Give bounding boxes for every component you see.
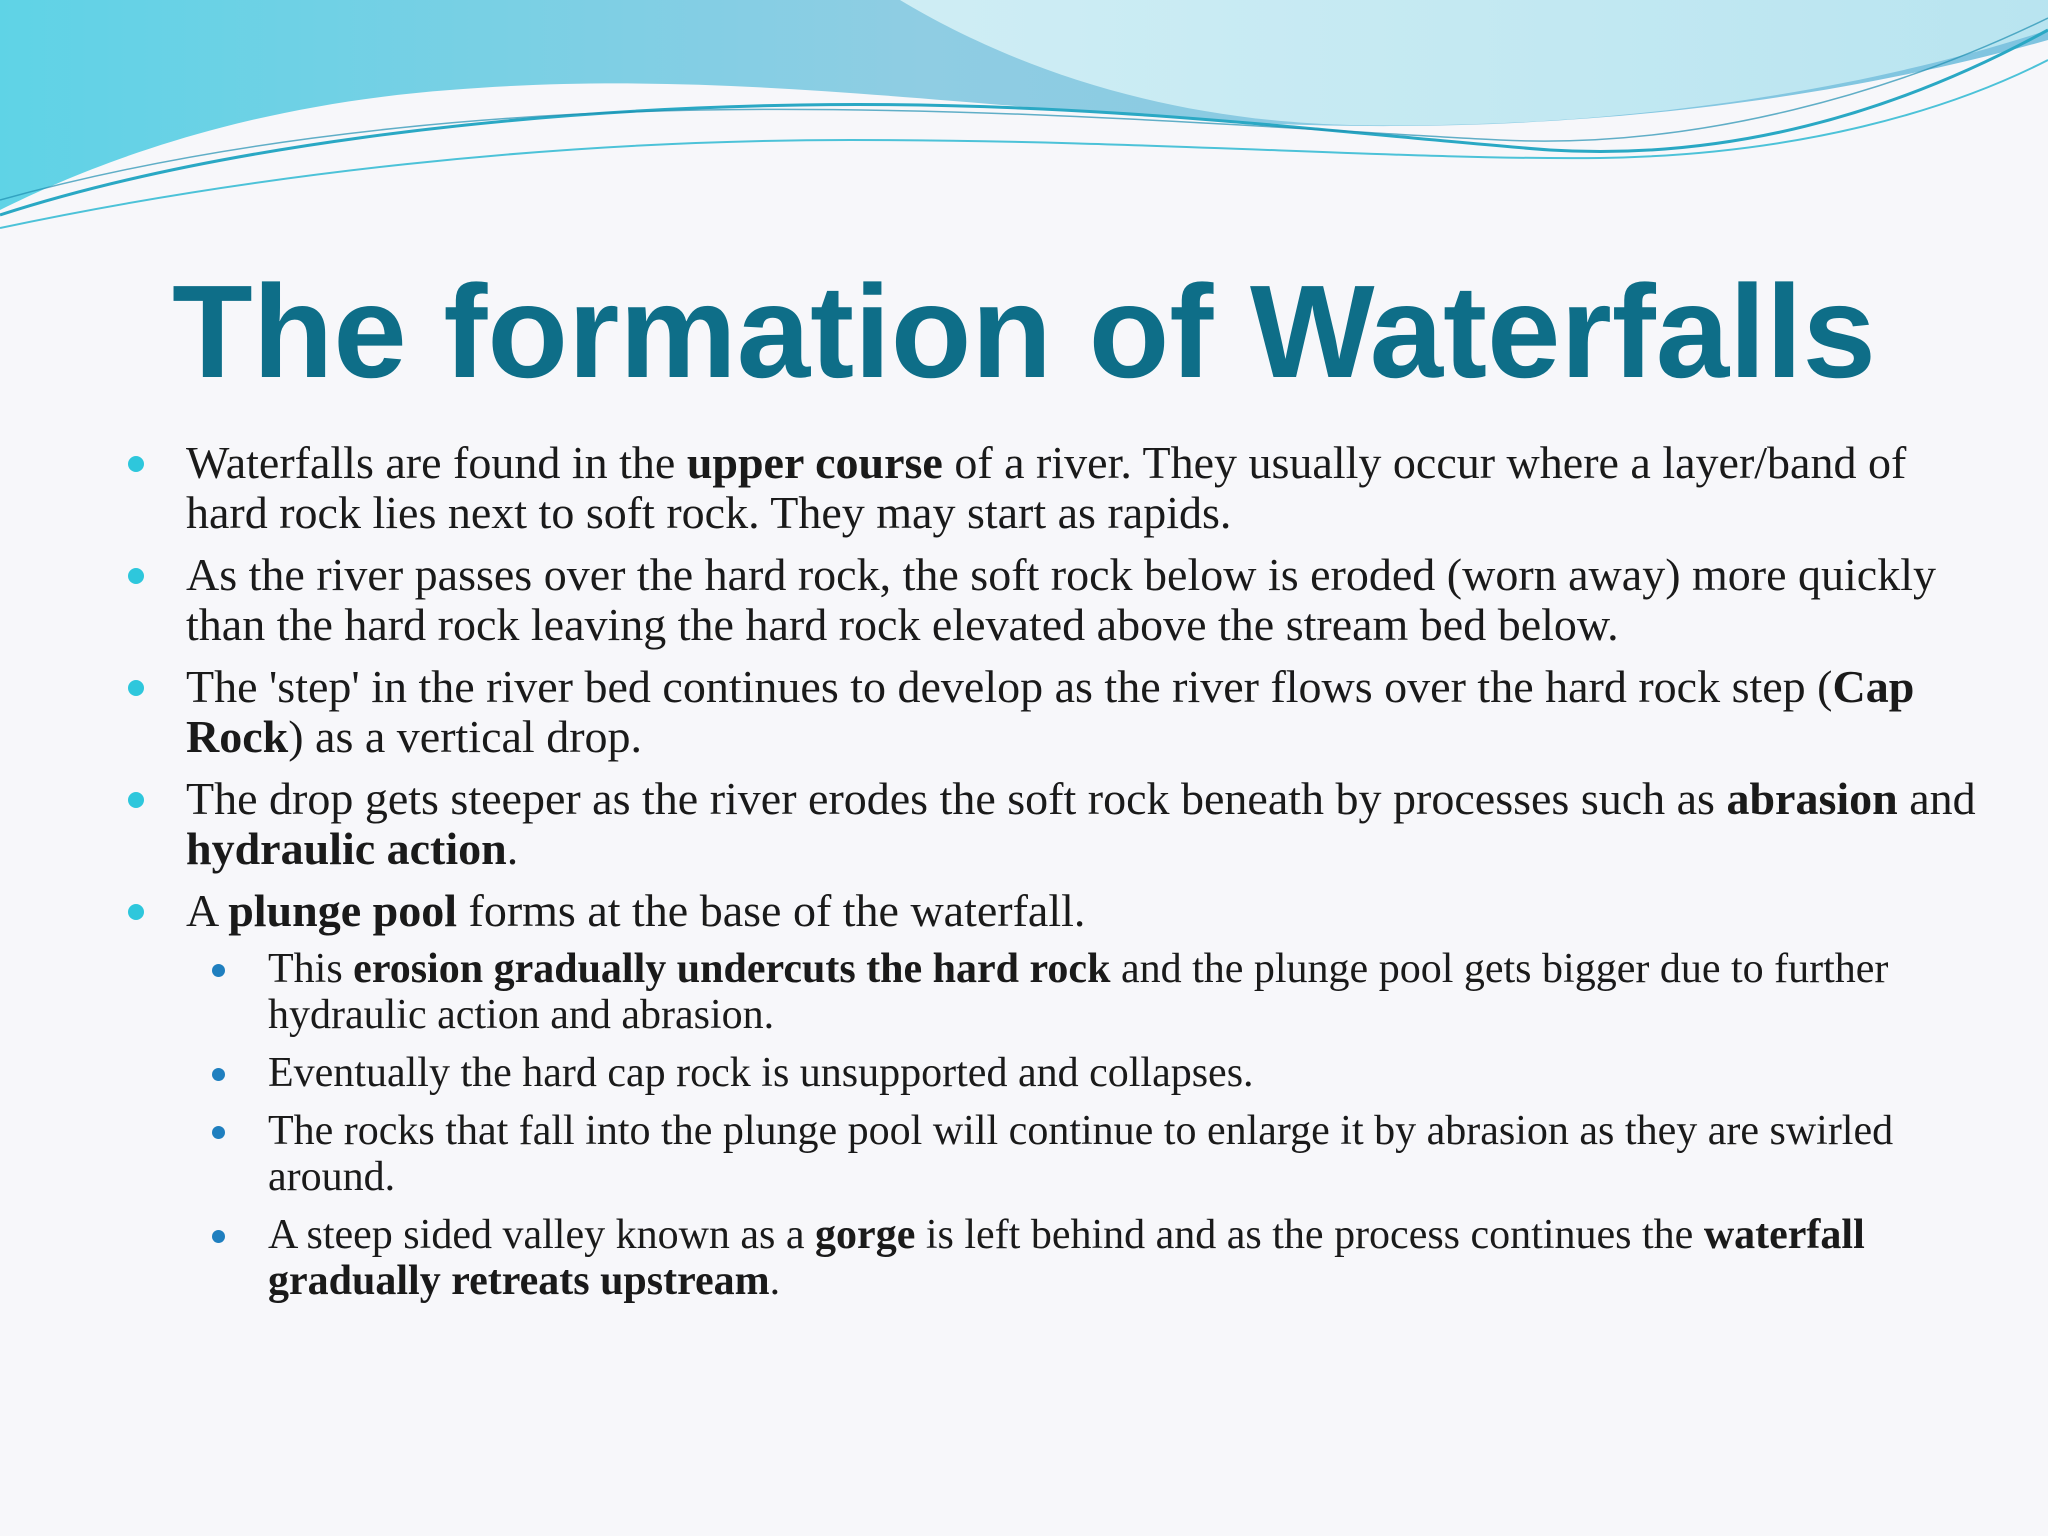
text-run: Eventually the hard cap rock is unsupported and collapses. [268,1050,1254,1096]
text-run: and the plunge pool gets bigger due to further hydraulic action and abrasion. [268,946,1889,1038]
sub-bullet-item [206,1108,1984,1200]
text-run: . [769,1258,781,1304]
bullet-item [124,438,1984,538]
bullet-item [124,662,1984,762]
sub-bullet-icon [212,1126,225,1139]
bullet-item [124,886,1984,1304]
text-run: This [268,946,354,992]
bold-text: gorge [815,1212,916,1258]
sub-bullet-icon [212,1230,225,1243]
text-run: and [1897,773,1976,824]
sub-bullet-item [206,1050,1984,1096]
text-run: . [506,823,519,874]
bullet-list [124,438,1984,1304]
bold-text: Cap Rock [186,661,1915,762]
bold-text: plunge pool [228,885,457,936]
bold-text: upper course [686,437,943,488]
bullet-icon [128,792,144,808]
slide-title: The formation of Waterfalls [172,258,1876,405]
text-run: Waterfalls are found in the [186,437,687,488]
bold-text: abrasion [1726,773,1898,824]
sub-bullet-icon [212,1068,225,1081]
text-run: of a river. They usually occur where a layer/band of hard rock lies next to soft rock. They may start as rapids. [186,437,1907,538]
sub-bullet-list [206,946,1984,1304]
bold-text: erosion gradually undercuts the hard rock [353,946,1111,992]
bullet-icon [128,456,144,472]
bullet-icon [128,680,144,696]
header-wave-decoration [0,0,2048,240]
bullet-icon [128,568,144,584]
sub-bullet-item [206,1212,1984,1304]
bullet-item [124,550,1984,650]
bullet-icon [128,904,144,920]
text-run: ) as a vertical drop. [288,711,643,762]
bold-text: waterfall gradually retreats upstream [268,1212,1865,1304]
text-run: As the river passes over the hard rock, the soft rock below is eroded (worn away) more quickly than the hard rock leaving the hard rock elevated above the stream bed below. [186,549,1936,650]
text-run: A [186,885,229,936]
text-run: The rocks that fall into the plunge pool will continue to enlarge it by abrasion as they are swirled around. [268,1108,1894,1200]
text-run: A steep sided valley known as a [268,1212,816,1258]
text-run: The 'step' in the river bed continues to develop as the river flows over the hard rock step ( [186,661,1833,712]
text-run: forms at the base of the waterfall. [457,885,1086,936]
bold-text: hydraulic action [186,823,507,874]
text-run: The drop gets steeper as the river erodes the soft rock beneath by processes such as [186,773,1727,824]
bullet-item [124,774,1984,874]
sub-bullet-icon [212,964,225,977]
text-run: is left behind and as the process continues the [915,1212,1704,1258]
slide-content [124,438,1984,1316]
sub-bullet-item [206,946,1984,1038]
